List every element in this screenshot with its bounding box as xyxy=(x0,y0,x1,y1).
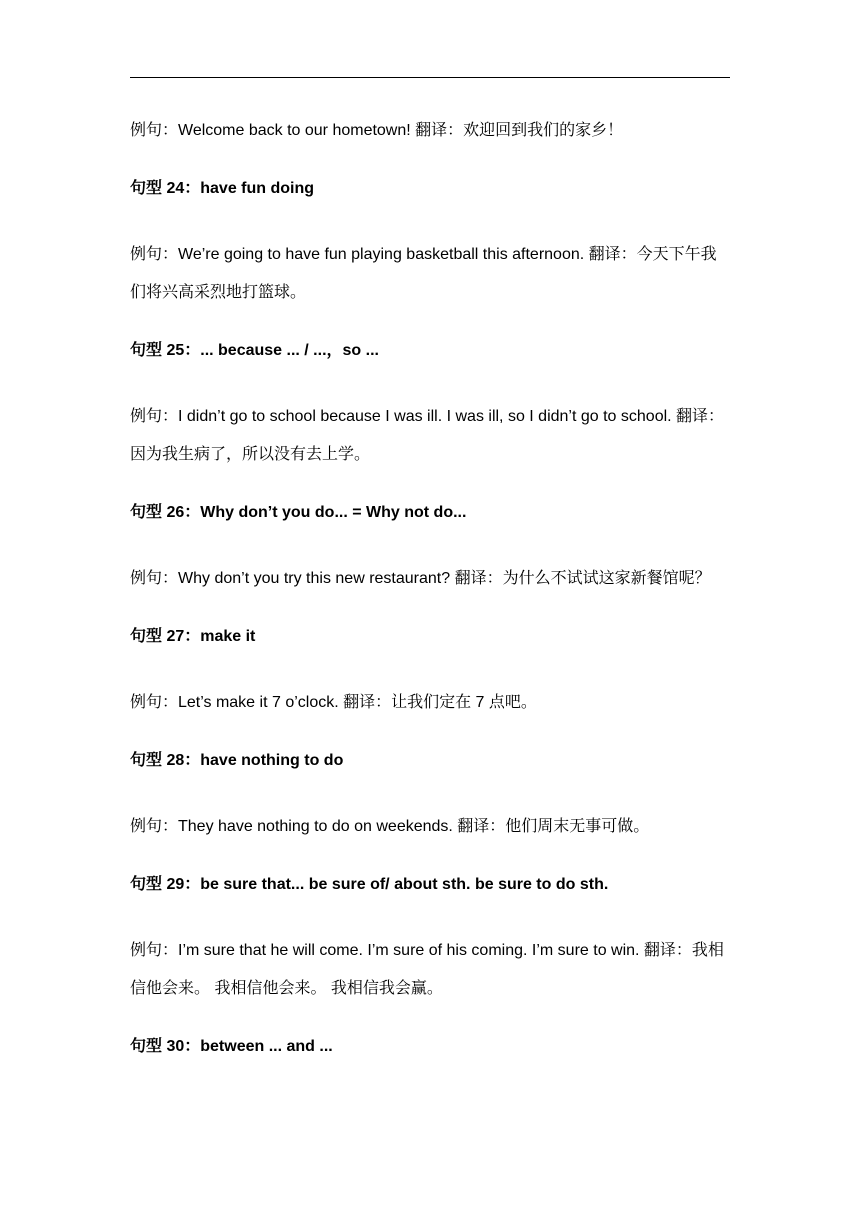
sentence-pattern-heading: 句型 26：Why don’t you do... = Why not do... xyxy=(130,504,467,521)
sentence-pattern-heading: 句型 30：between ... and ... xyxy=(130,1038,333,1055)
example-sentence: 例句：I didn’t go to school because I was ill. I was ill, so I didn’t go to school. 翻译：因为我生病了，所以没有去上学。 xyxy=(130,408,725,463)
sentence-pattern-heading: 句型 28：have nothing to do xyxy=(130,752,344,769)
example-sentence: 例句：Let’s make it 7 o’clock. 翻译：让我们定在 7 点吧。 xyxy=(130,694,537,711)
sentence-pattern-heading: 句型 25：... because ... / ...，so ... xyxy=(130,342,379,359)
sentence-pattern-heading: 句型 27：make it xyxy=(130,628,256,645)
example-sentence: 例句：They have nothing to do on weekends. 翻译：他们周末无事可做。 xyxy=(130,818,650,835)
example-sentence: 例句：Welcome back to our hometown! 翻译：欢迎回到我们的家乡！ xyxy=(130,122,624,139)
example-sentence: 例句：We’re going to have fun playing basketball this afternoon. 翻译：今天下午我们将兴高采烈地打篮球。 xyxy=(130,246,717,301)
sentence-pattern-heading: 句型 24：have fun doing xyxy=(130,180,315,197)
document-body xyxy=(130,112,730,1094)
sentence-pattern-heading: 句型 29：be sure that... be sure of/ about sth. be sure to do sth. xyxy=(130,876,609,893)
example-sentence: 例句：Why don’t you try this new restaurant? 翻译：为什么不试试这家新餐馆呢？ xyxy=(130,570,711,587)
example-sentence: 例句：I’m sure that he will come. I’m sure of his coming. I’m sure to win. 翻译：我相信他会来。 我相信他会来。 我相信我会赢。 xyxy=(130,942,724,997)
header-rule xyxy=(130,77,730,78)
